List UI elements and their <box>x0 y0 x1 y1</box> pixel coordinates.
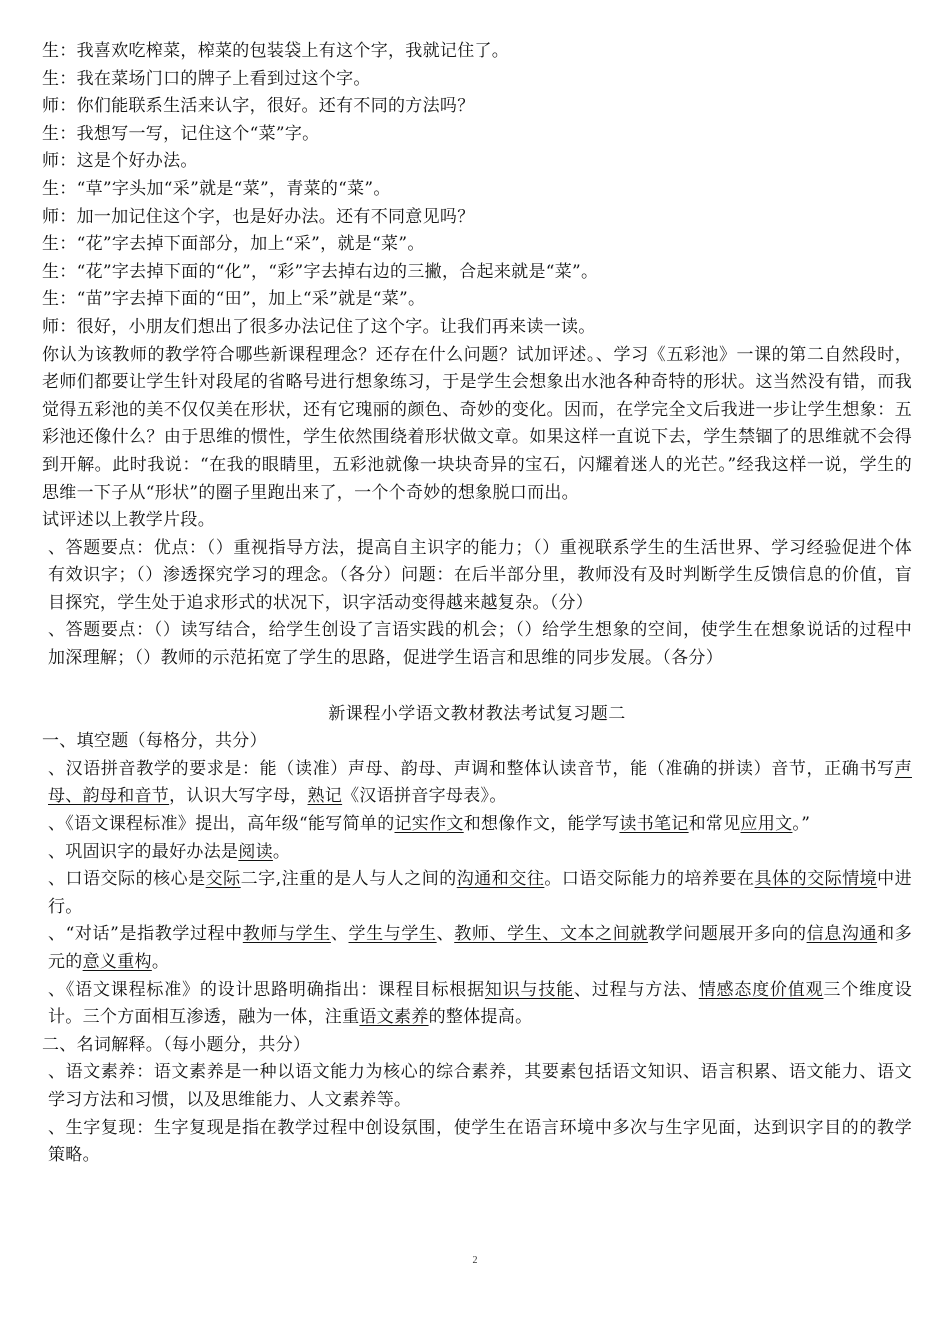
dialogue-line: 生：我在菜场门口的牌子上看到过这个字。 <box>42 68 371 89</box>
section-heading-fill: 一、填空题（每格分，共分） <box>42 731 267 752</box>
fill-item-2 <box>42 811 912 839</box>
dialogue-line: 师：你们能联系生活来认字，很好。还有不同的方法吗？ <box>42 96 475 117</box>
exam-title: 新课程小学语文教材教法考试复习题二 <box>328 703 626 724</box>
fill-text: ，认识大写字母， <box>169 786 308 807</box>
fill-answer: 知识与技能 <box>484 979 574 1000</box>
fill-answer: 记实作文 <box>394 814 464 835</box>
dialogue-line: 生：“苗”字去掉下面的“田”，加上“采”就是“菜”。 <box>42 289 426 310</box>
fill-text: 的整体提高。 <box>428 1007 533 1028</box>
fill-text: 、 <box>436 924 455 945</box>
fill-item-1 <box>42 756 912 811</box>
fill-text: 。” <box>792 814 811 835</box>
fill-item-6 <box>42 977 912 1032</box>
fill-answer: 信息沟通 <box>806 924 878 945</box>
term-item-1: 、语文素养：语文素养是一种以语文能力为核心的综合素养，其要素包括语文知识、语言积累、语文能力、语文学习方法和习惯，以及思维能力、人文素养等。 <box>48 1062 912 1110</box>
fill-item-4 <box>42 866 912 921</box>
fill-text: 。口语交际能力的培养要在 <box>544 869 755 890</box>
fill-text: 二字,注重的是人与人之间的 <box>240 869 457 890</box>
term-item-2: 、生字复现：生字复现是指在教学过程中创设氛围，使学生在语言环境中多次与生字见面，达到识字目的的教学策略。 <box>48 1117 912 1166</box>
dialogue-line: 师：加一加记住这个字，也是好办法。还有不同意见吗？ <box>42 206 475 227</box>
fill-text: 、“对话”是指教学过程中 <box>48 924 243 945</box>
fill-text: 中进行。 <box>48 869 912 917</box>
fill-item-3 <box>42 839 912 867</box>
dialogue-line: 生：“草”字头加“采”就是“菜”，青菜的“菜”。 <box>42 178 391 199</box>
fill-text: 、巩固识字的最好办法是 <box>48 841 239 862</box>
answer-1: 、答题要点：优点：（）重视指导方法，提高自主识字的能力；（）重视联系学生的生活世界、学习经验促进个体有效识字；（）渗透探究学习的理念。（各分）问题：在后半部分里，教师没有及时判断学生反馈信息的价值，盲目探究，学生处于追求形式的状况下，识字活动变得越来越复杂。（分） <box>48 537 912 613</box>
fill-answer: 阅读 <box>238 841 273 862</box>
fill-answer: 教师与学生 <box>242 924 331 945</box>
fill-answer: 声母、韵母和音节 <box>48 758 912 807</box>
fill-text: 教学问题展开多向的 <box>648 924 807 945</box>
fill-answer: 交际 <box>205 869 241 890</box>
fill-answer: 沟通和交往 <box>456 869 545 890</box>
answer-2: 、答题要点：（）读写结合，给学生创设了言语实践的机会；（）给学生想象的空间，使学生在想象说话的过程中加深理解；（）教师的示范拓宽了学生的思路，促进学生语言和思维的同步发展。（各分） <box>48 620 912 669</box>
fill-answer: 读书笔记 <box>619 814 689 835</box>
dialogue-block <box>42 38 912 342</box>
document-page <box>42 38 912 1170</box>
fill-text: 《汉语拼音字母表》。 <box>342 786 507 807</box>
fill-text: 、过程与方法、 <box>574 979 699 1000</box>
dialogue-line: 生：我喜欢吃榨菜，榨菜的包装袋上有这个字，我就记住了。 <box>42 41 510 61</box>
fill-answer: 语文素养 <box>359 1007 429 1028</box>
fill-text: 三个维度设计。三个方面相互渗透，融为一体，注重 <box>48 979 913 1028</box>
section-heading-terms: 二、名词解释。（每小题分，共分） <box>42 1034 311 1055</box>
fill-answer: 情感态度价值观 <box>698 979 824 1000</box>
fill-text: 、《语文课程标准》的设计思路明确指出：课程目标根据 <box>48 979 485 1000</box>
fill-text: 、《语文课程标准》提出，高年级“能写简单的 <box>48 814 395 835</box>
fill-answer: 熟记 <box>307 786 343 807</box>
fill-text: 。 <box>272 841 291 862</box>
fill-answer: 意义重构 <box>82 952 152 972</box>
question-prompt: 试评述以上教学片段。 <box>42 510 215 531</box>
dialogue-line: 师：很好，小朋友们想出了很多办法记住了这个字。让我们再来读一读。 <box>42 316 596 337</box>
page-number: 2 <box>472 1255 478 1266</box>
question-paragraph: 你认为该教师的教学符合哪些新课程理念？还存在什么问题？试加评述。、学习《五彩池》一课的第二自然段时，老师们都要让学生针对段尾的省略号进行想象练习，于是学生会想象出水池各种奇特的形状。这当然没有错，而我觉得五彩池的美不仅仅美在形状，还有它瑰丽的颜色、奇妙的变化。因而，在学完全文后我进一步让学生想象：五彩池还像什么？由于思维的惯性，学生依然围绕着形状做文章。如果这样一直说下去，学生禁锢了的思维就不会得到开解。此时我说：“在我的眼睛里，五彩池就像一块块奇异的宝石，闪耀着迷人的光芒。”经我这样一说，学生的思维一下子从“形状”的圈子里跑出来了，一个个奇妙的想象脱口而出。 <box>42 344 912 503</box>
fill-text: 。 <box>151 952 170 972</box>
fill-item-5 <box>42 921 912 976</box>
fill-answer: 教师、学生、文本之间就 <box>454 924 649 945</box>
dialogue-line: 生：“花”字去掉下面的“化”，“彩”字去掉右边的三撇，合起来就是“菜”。 <box>42 261 599 282</box>
fill-answer: 应用文 <box>740 814 793 835</box>
dialogue-line: 师：这是个好办法。 <box>42 151 198 172</box>
fill-text: 、口语交际的核心是 <box>48 869 206 890</box>
dialogue-line: 生：“花”字去掉下面部分，加上“采”，就是“菜”。 <box>42 234 425 255</box>
fill-text: 和多元的 <box>48 924 912 972</box>
dialogue-line: 生：我想写一写，记住这个“菜”字。 <box>42 123 320 144</box>
fill-answer: 学生与学生 <box>348 924 437 945</box>
fill-text: 和常见 <box>688 814 741 835</box>
fill-answer: 具体的交际情境 <box>754 869 878 890</box>
fill-text: 和想像作文，能学写 <box>463 814 620 835</box>
fill-text: 、汉语拼音教学的要求是：能（读准）声母、韵母、声调和整体认读音节，能（准确的拼读）音节，正确书写 <box>48 758 895 779</box>
fill-text: 、 <box>330 924 349 945</box>
